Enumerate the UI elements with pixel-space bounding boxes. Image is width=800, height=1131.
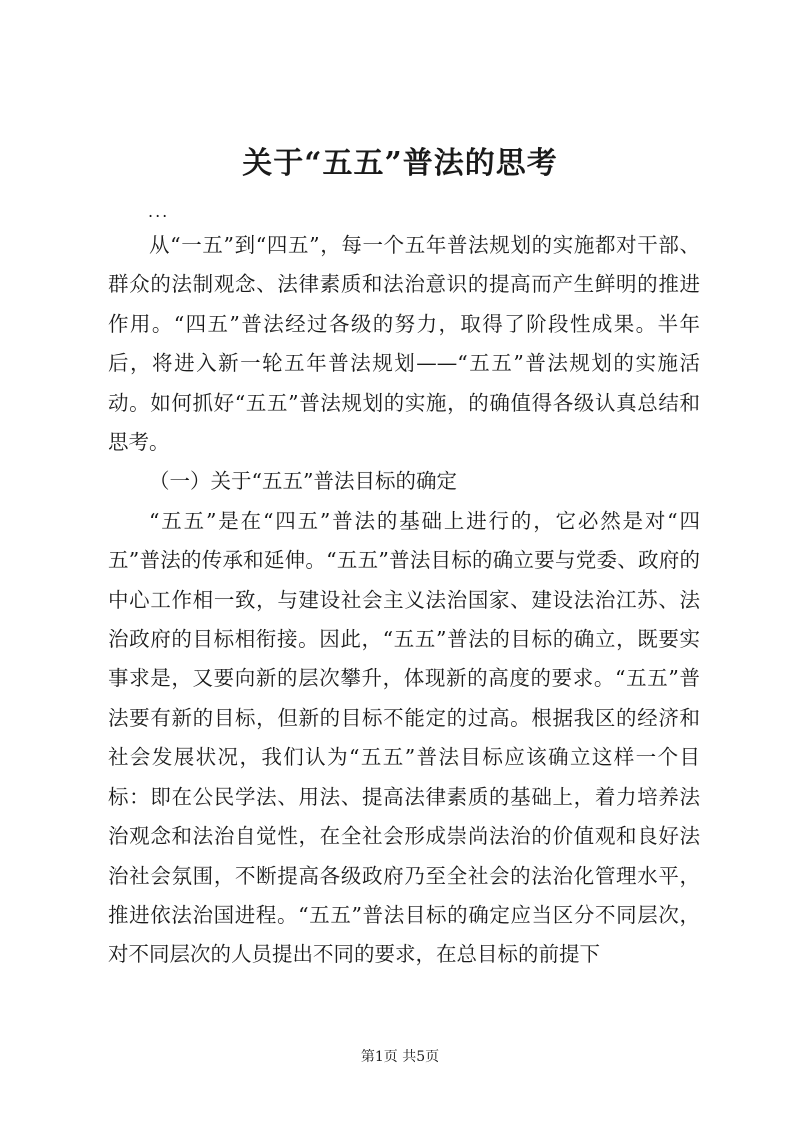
document-title: 关于“五五”普法的思考: [242, 146, 558, 181]
document-body: [108, 226, 700, 975]
ellipsis-marker: ...: [148, 202, 170, 221]
page-footer: 第1页 共5页: [360, 1049, 440, 1065]
section-heading: （一）关于“五五”普法目标的确定: [149, 469, 457, 494]
paragraph-target: “五五”是在“四五”普法的基础上进行的，它必然是对“四五”普法的传承和延伸。“五五”普法目标的确立要与党委、政府的中心工作相一致，与建设社会主义法治国家、建设法治江苏、法治政府的目标相衔接。因此，“五五”普法的目标的确立，既要实事求是，又要向新的层次攀升，体现新的高度的要求。“五五”普法要有新的目标，但新的目标不能定的过高。根据我区的经济和社会发展状况，我们认为“五五”普法目标应该确立这样一个目标：即在公民学法、用法、提高法律素质的基础上，着力培养法治观念和法治自觉性，在全社会形成崇尚法治的价值观和良好法治社会氛围，不断提高各级政府乃至全社会的法治化管理水平，推进依法治国进程。“五五”普法目标的确定应当区分不同层次，对不同层次的人员提出不同的要求，在总目标的前提下: [108, 508, 700, 967]
paragraph-intro: 从“一五”到“四五”，每一个五年普法规划的实施都对干部、群众的法制观念、法律素质和法治意识的提高而产生鲜明的推进作用。“四五”普法经过各级的努力，取得了阶段性成果。半年后，将进入新一轮五年普法规划——“五五”普法规划的实施活动。如何抓好“五五”普法规划的实施，的确值得各级认真总结和思考。: [108, 233, 700, 455]
